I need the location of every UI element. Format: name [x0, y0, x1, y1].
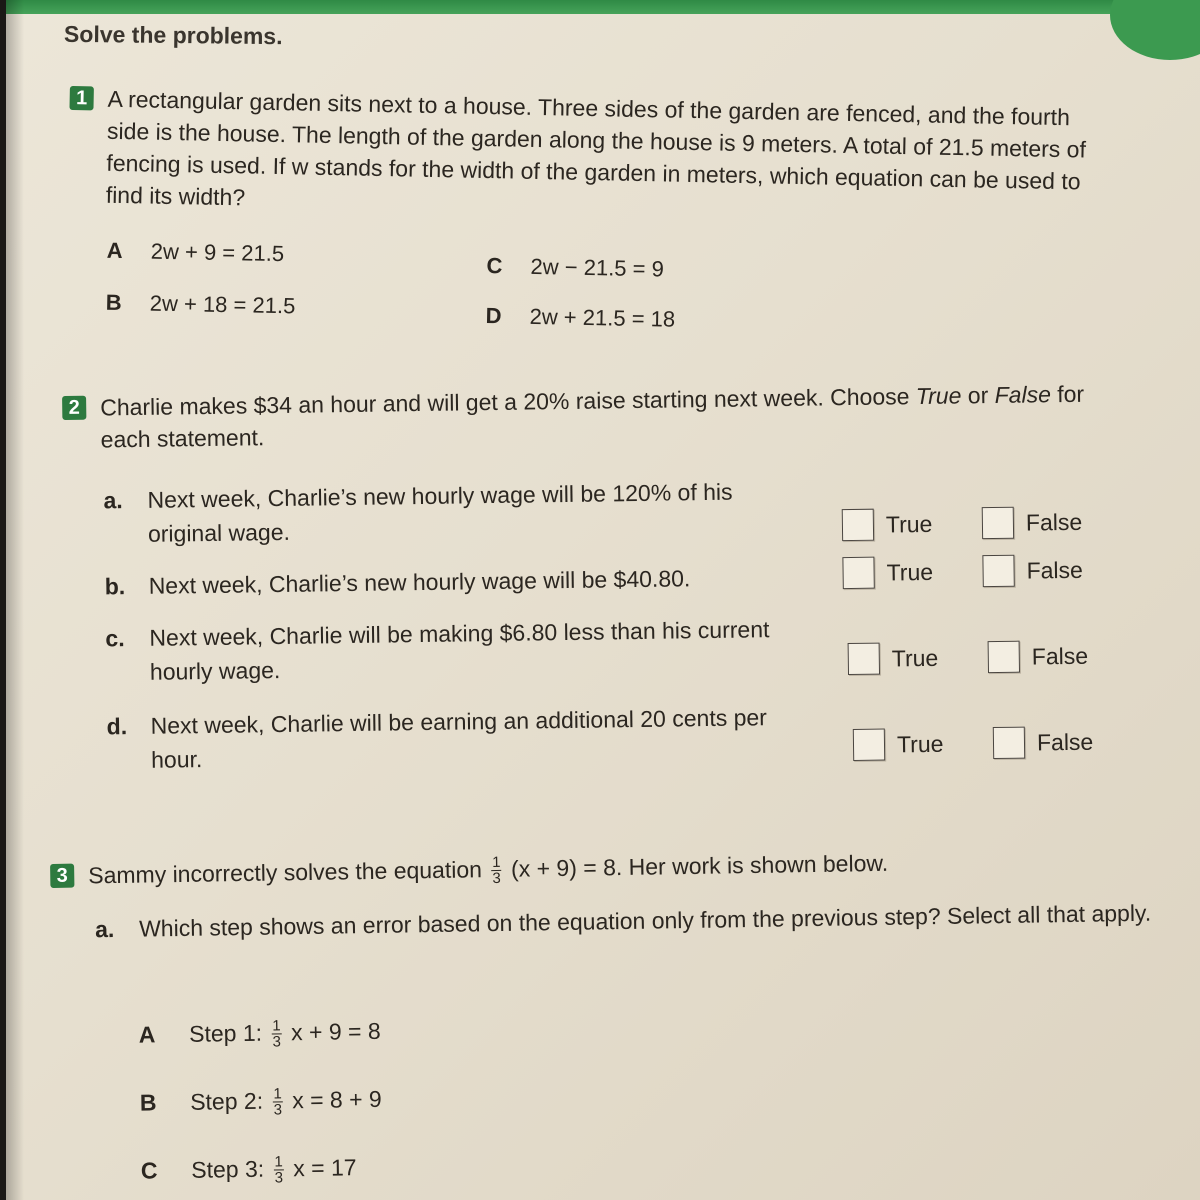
statement-d-true[interactable] — [853, 728, 944, 761]
choice-equation: 2w + 18 = 21.5 — [149, 290, 296, 319]
part-text: Which step shows an error based on the equation only from the previous step? Select all that apply. — [138, 899, 1152, 942]
false-label: False — [1036, 728, 1094, 756]
statement-b-false[interactable] — [982, 554, 1083, 587]
statement-text: Next week, Charlie’s new hourly wage will be $40.80. — [148, 565, 691, 599]
fraction-denominator: 3 — [273, 1101, 283, 1119]
choice-c[interactable] — [486, 250, 664, 285]
statement-c-false[interactable] — [988, 640, 1089, 673]
false-checkbox[interactable] — [982, 507, 1014, 539]
question-3 — [50, 842, 1200, 1187]
choice-letter: C — [486, 253, 503, 279]
fraction-one-third — [273, 1155, 284, 1186]
step-prefix: Step 1: — [188, 1019, 263, 1047]
false-label: False — [1026, 556, 1084, 584]
true-checkbox[interactable] — [848, 643, 880, 675]
question-number-badge: 3 — [50, 864, 74, 888]
statement-d-false[interactable] — [993, 726, 1094, 759]
question-number-badge: 2 — [62, 396, 86, 420]
choice-d[interactable] — [485, 300, 675, 336]
false-label: False — [1025, 508, 1083, 536]
prompt-end: for each statement. — [100, 380, 1085, 453]
step-choice-a[interactable] — [139, 1015, 381, 1052]
fraction-one-third — [271, 1019, 282, 1050]
step-equation: x = 17 — [293, 1154, 357, 1182]
prompt-true-word: True — [915, 382, 962, 410]
statement-text: Next week, Charlie’s new hourly wage will be 120% of his original wage. — [147, 478, 733, 547]
fraction-numerator: 1 — [272, 1017, 281, 1035]
question-number-badge: 1 — [69, 86, 93, 110]
statement-a-false[interactable] — [982, 506, 1083, 539]
true-checkbox[interactable] — [842, 557, 874, 589]
page-edge-shadow — [6, 0, 24, 1200]
fraction-one-third — [272, 1087, 283, 1118]
fraction-numerator: 1 — [492, 854, 501, 872]
worksheet-page — [6, 0, 1200, 1200]
choice-equation: 2w + 9 = 21.5 — [150, 238, 285, 267]
question-1 — [68, 82, 1090, 332]
statement-a-true[interactable] — [842, 508, 933, 541]
false-label: False — [1031, 642, 1089, 670]
question-2 — [62, 377, 1143, 773]
top-color-band — [6, 0, 1200, 14]
question-3-prompt: Sammy incorrectly solves the equation — [88, 856, 483, 889]
fraction-one-third — [491, 855, 502, 886]
fraction-numerator: 1 — [274, 1153, 283, 1171]
step-letter: B — [139, 1089, 157, 1116]
true-checkbox[interactable] — [842, 509, 874, 541]
choice-b[interactable] — [105, 287, 295, 323]
choice-letter: D — [485, 303, 502, 329]
fraction-numerator: 1 — [273, 1085, 282, 1103]
step-prefix: Step 3: — [191, 1155, 265, 1183]
question-2-prompt: Charlie makes $34 an hour and will get a 20% raise starting next week. Choose — [100, 383, 910, 421]
statement-label: b. — [104, 573, 126, 600]
statement-text: Next week, Charlie will be earning an additional 20 cents per hour. — [150, 704, 768, 773]
statement-label: c. — [105, 625, 125, 652]
question-3-equation: (x + 9) = 8. Her work is shown below. — [510, 849, 889, 882]
false-checkbox[interactable] — [982, 555, 1014, 587]
true-label: True — [885, 510, 933, 538]
choice-letter: B — [105, 289, 122, 316]
step-choice-b[interactable] — [140, 1083, 382, 1120]
page-title: Solve the problems. — [63, 20, 283, 50]
step-letter: A — [138, 1021, 156, 1048]
top-band-corner — [1110, 0, 1200, 60]
false-checkbox[interactable] — [988, 641, 1020, 673]
fraction-denominator: 3 — [274, 1169, 284, 1187]
true-label: True — [896, 730, 944, 758]
fraction-denominator: 3 — [272, 1033, 282, 1051]
prompt-or-word: or — [967, 382, 989, 409]
prompt-false-word: False — [994, 381, 1052, 408]
choice-equation: 2w − 21.5 = 9 — [530, 253, 665, 282]
step-choice-c[interactable] — [141, 1151, 357, 1188]
question-1-prompt: A rectangular garden sits next to a house. Three sides of the garden are fenced, and the fourth side is the house. The length of the garden along the house is 9 meters. A total of 21.5 meters of fencing is used. If w stands for the width of the garden in meters, which equation can be used to find its width? — [105, 85, 1087, 211]
question-3-part-a — [94, 894, 1195, 943]
fraction-denominator: 3 — [492, 870, 501, 888]
statement-text: Next week, Charlie will be making $6.80 less than his current hourly wage. — [149, 616, 770, 685]
step-prefix: Step 2: — [190, 1087, 264, 1115]
statement-label: d. — [106, 713, 128, 740]
step-equation: x + 9 = 8 — [290, 1017, 381, 1046]
true-label: True — [886, 558, 934, 586]
choice-letter: A — [106, 237, 123, 264]
step-equation: x = 8 + 9 — [292, 1085, 382, 1114]
statement-c-true[interactable] — [848, 642, 939, 675]
choice-equation: 2w + 21.5 = 18 — [529, 303, 676, 332]
choice-a[interactable] — [106, 235, 284, 270]
true-label: True — [891, 644, 939, 672]
false-checkbox[interactable] — [993, 727, 1025, 759]
true-checkbox[interactable] — [853, 729, 885, 761]
step-letter: C — [140, 1157, 158, 1184]
part-label: a. — [94, 916, 115, 943]
statement-b-true[interactable] — [842, 556, 933, 589]
statement-label: a. — [103, 487, 123, 514]
